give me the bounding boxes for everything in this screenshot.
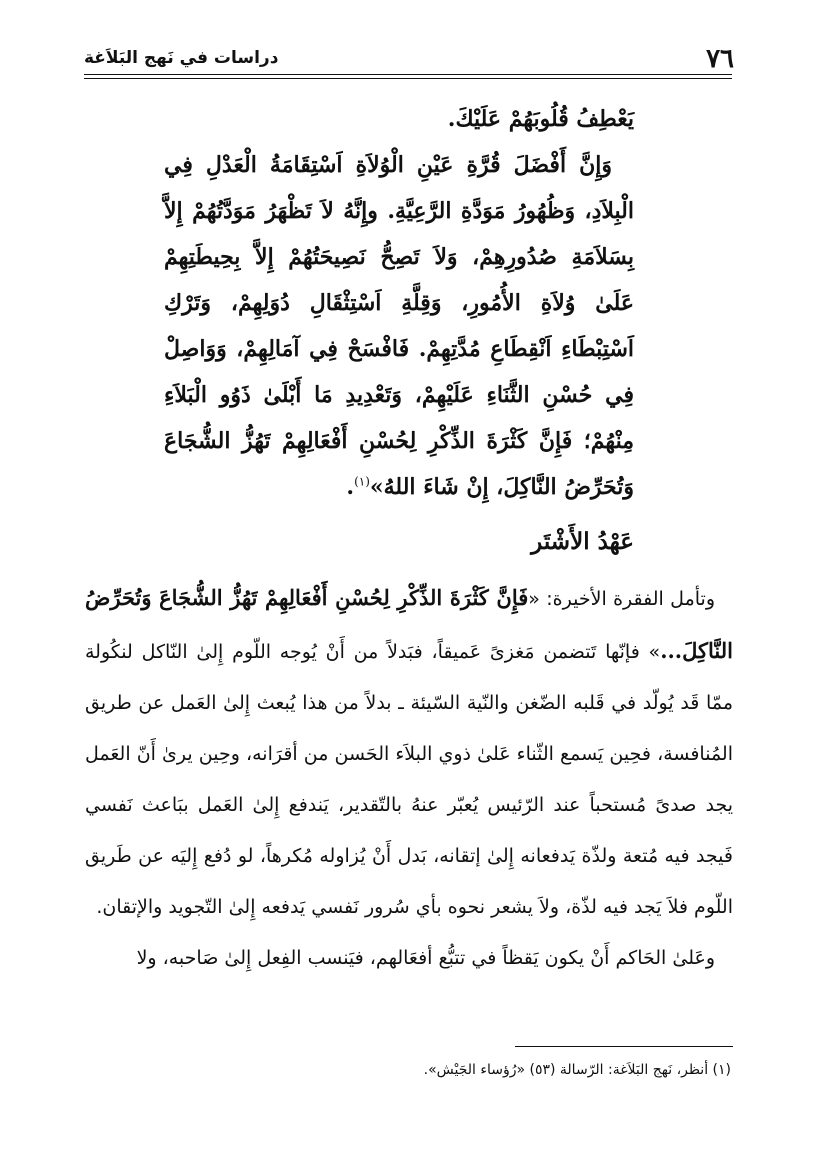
- footnote: (١) أنظر، نَهج البَلاَغة: الرّسالة (٥٣) «رُؤساء الجَيْش».: [423, 1062, 731, 1078]
- section-heading: عَهْدُ الأَشْتَر: [531, 528, 634, 555]
- body-p1-start: وتأمل الفقرة الأخيرة: «: [528, 588, 715, 610]
- page-header: [84, 44, 734, 78]
- footnote-rule: [515, 1046, 733, 1047]
- body-text: [85, 572, 733, 984]
- quoted-passage: [164, 96, 634, 510]
- header-rule: [84, 74, 732, 79]
- quote-intro-line: يَعْطِفُ قُلُوبَهُمْ عَلَيْكَ.: [447, 106, 634, 132]
- quote-end-mark: .: [346, 474, 355, 500]
- body-paragraph-2: وعَلىٰ الحَاكم أَنْ يكون يَقظاً في تتبُّع أفعَالهم، فيَنسب الفِعل إِلىٰ صَاحبه، ولا: [136, 947, 715, 969]
- body-inline-quote: فَإِنَّ كَثْرَةَ الذِّكْرِ لِحُسْنِ أَفْعَالِهِمْ تَهُزُّ الشُّجَاعَ وَتُحَرِّضُ النَّاكِلَ...: [85, 585, 733, 663]
- running-title: دراسات في نَهج البَلاَغة: [84, 48, 279, 68]
- footnote-reference: (١): [354, 474, 370, 489]
- body-paragraph-1: [85, 572, 733, 933]
- page-number: ٧٦: [706, 44, 734, 74]
- quote-paragraph-text: وَإِنَّ أَفْضَلَ قُرَّةِ عَيْنِ الْوُلاَةِ اَسْتِقَامَةُ الْعَدْلِ فِي الْبِلاَدِ، وَظُهُورُ مَوَدَّةِ الرَّعِيَّةِ. وإِنَّهُ لاَ تَظْهَرُ مَوَدَّتُهُمْ إِلاَّ بِسَلاَمَةِ صُدُورِهِمْ، وَلاَ تَصِحُّ نَصِيحَتُهُمْ إِلاَّ بِحِيطَتِهِمْ عَلَىٰ وُلاَةِ الأُمُورِ، وَقِلَّةِ اَسْتِثْقَالِ دُوَلِهِمْ، وَتَرْكِ اَسْتِبْطَاءِ اَنْقِطَاعِ مُدَّتِهِمْ. فَافْسَحْ فِي آمَالِهِمْ، وَوَاصِلْ فِي حُسْنِ الثَّنَاءِ عَلَيْهِمْ، وَتَعْدِيدِ مَا أَبْلَىٰ ذَوُو الْبَلاَءِ مِنْهُمْ؛ فَإِنَّ كَثْرَةَ الذِّكْرِ لِحُسْنِ أَفْعَالِهِمْ تَهُزُّ الشُّجَاعَ وَتُحَرِّضُ النَّاكِلَ، إِنْ شَاءَ اللهُ»: [164, 152, 634, 500]
- body-p1-rest: » فإنّها تَتضمن مَغزىً عَميقاً، فبَدلاً من أَنْ يُوجه اللّوم إِلىٰ النّاكل لنكُولة ممّا قَد يُولّد في قَلبه الضّغن والنّية السّيئة ـ بدلاً من هذا يُبعث إِلىٰ العَمل عن طريق المُنافسة، فحِين يَسمع الثّناء عَلىٰ ذوي البلاَء الحَسن من أقرَانه، وحِين يرىٰ أَنّ العَمل يجد صدىً مُستحباً عند الرّئيس يُعبّر عنهُ بالتّقدير، يَندفع إِلىٰ العَمل ببَاعث نَفسي فَيجد فيه مُتعة ولذّة يَدفعانه إِلىٰ إتقانه، بَدل أَنْ يُزاوله مُكرهاً، لو دُفع إِليَه عن طَريق اللّوم فلاَ يَجد فيه لذّة، ولاَ يشعر نحوه بأي سُرور نَفسي يَدفعه إِلىٰ التّجويد والإتقان.: [85, 641, 733, 918]
- quote-paragraph: [164, 142, 634, 510]
